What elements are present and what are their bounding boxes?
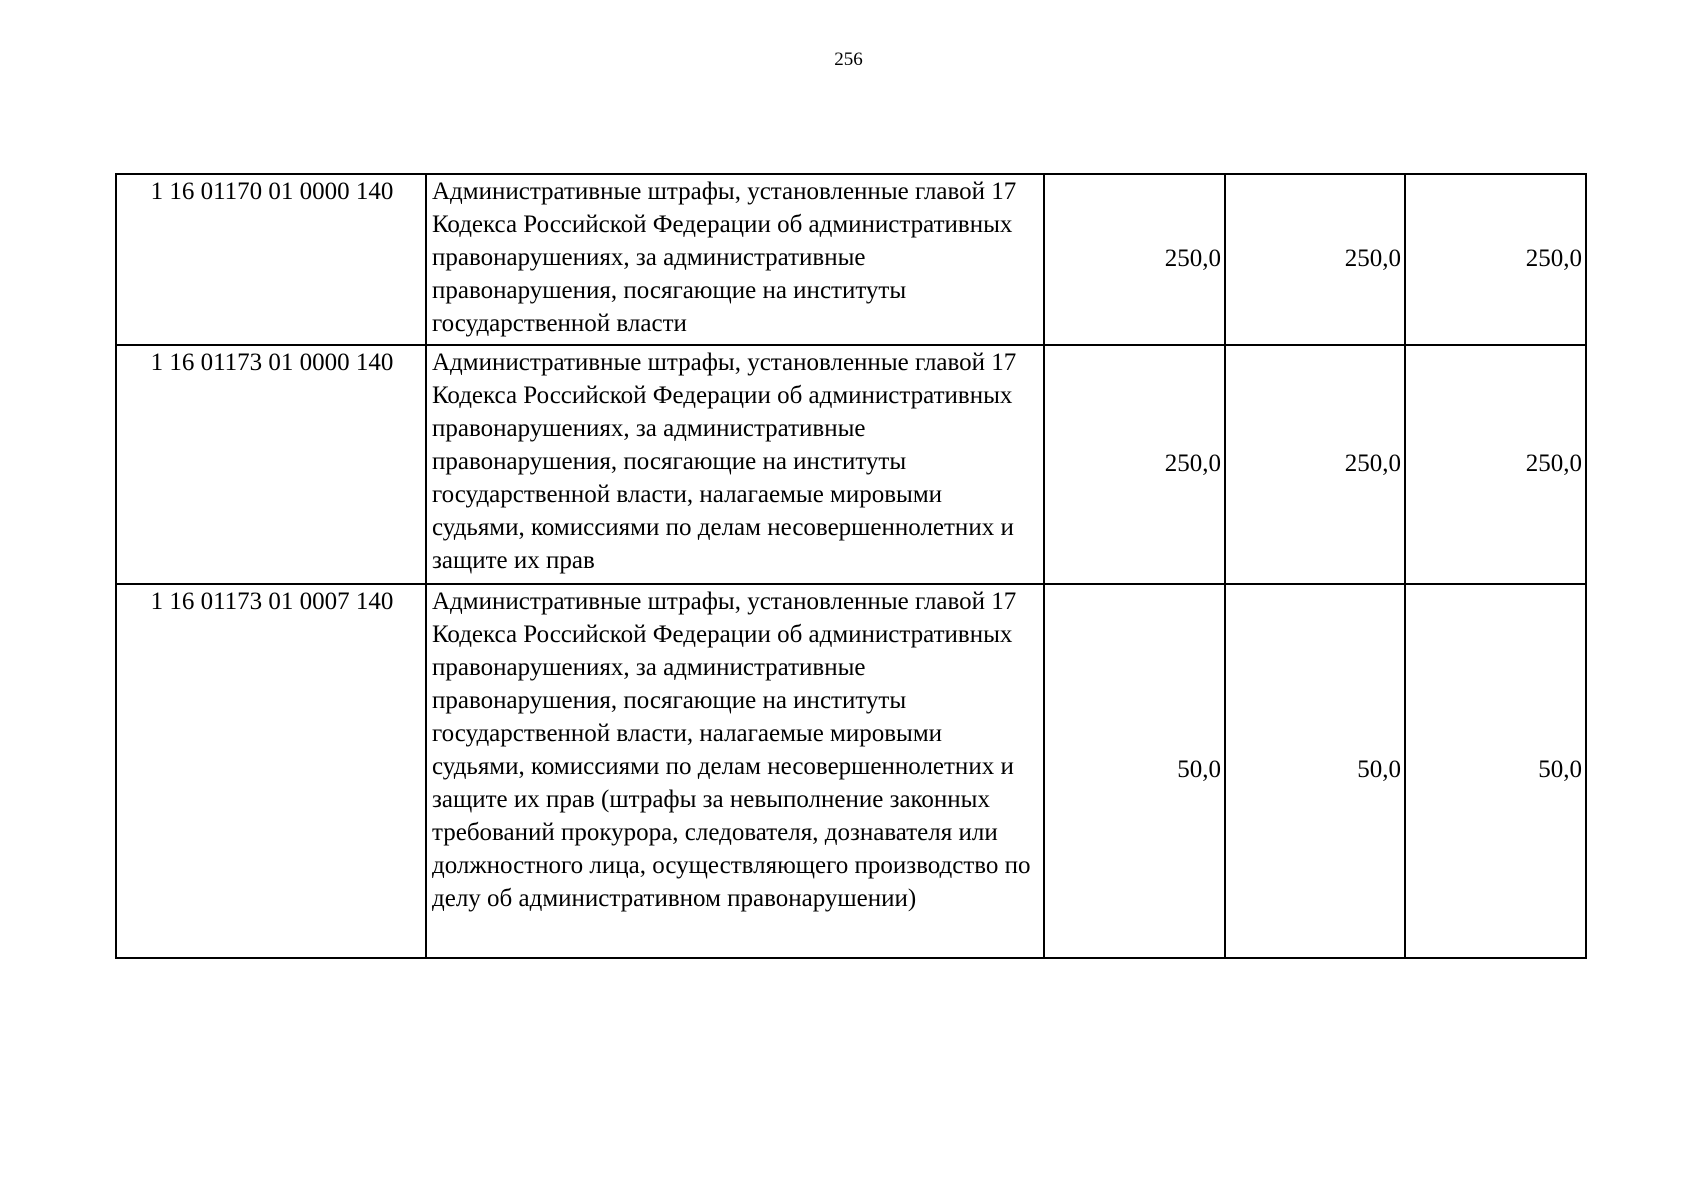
amount-year-3: 250,0 — [1405, 174, 1586, 345]
table-row — [116, 345, 1586, 584]
budget-classification-code: 1 16 01173 01 0007 140 — [116, 584, 426, 958]
amount-year-1: 50,0 — [1044, 584, 1225, 958]
table-row — [116, 174, 1586, 345]
page-number: 256 — [834, 49, 863, 70]
revenue-description: Административные штрафы, установленные главой 17 Кодекса Российской Федерации об административных правонарушениях, за административные правонарушения, посягающие на институты государственной власти, налагаемые мировыми судьями, комиссиями по делам несовершеннолетних и защите их прав — [426, 345, 1044, 584]
amount-year-1: 250,0 — [1044, 174, 1225, 345]
revenue-description: Административные штрафы, установленные главой 17 Кодекса Российской Федерации об административных правонарушениях, за административные правонарушения, посягающие на институты государственной власти, налагаемые мировыми судьями, комиссиями по делам несовершеннолетних и защите их прав (штрафы за невыполнение законных требований прокурора, следователя, дознавателя или должностного лица, осуществляющего производство по делу об административном правонарушении) — [426, 584, 1044, 958]
table-row — [116, 584, 1586, 958]
budget-classification-code: 1 16 01173 01 0000 140 — [116, 345, 426, 584]
budget-classification-code: 1 16 01170 01 0000 140 — [116, 174, 426, 345]
amount-year-2: 50,0 — [1225, 584, 1405, 958]
revenue-table — [115, 173, 1587, 959]
revenue-description: Административные штрафы, установленные главой 17 Кодекса Российской Федерации об административных правонарушениях, за административные правонарушения, посягающие на институты государственной власти — [426, 174, 1044, 345]
amount-year-3: 50,0 — [1405, 584, 1586, 958]
amount-year-2: 250,0 — [1225, 174, 1405, 345]
amount-year-3: 250,0 — [1405, 345, 1586, 584]
amount-year-2: 250,0 — [1225, 345, 1405, 584]
amount-year-1: 250,0 — [1044, 345, 1225, 584]
